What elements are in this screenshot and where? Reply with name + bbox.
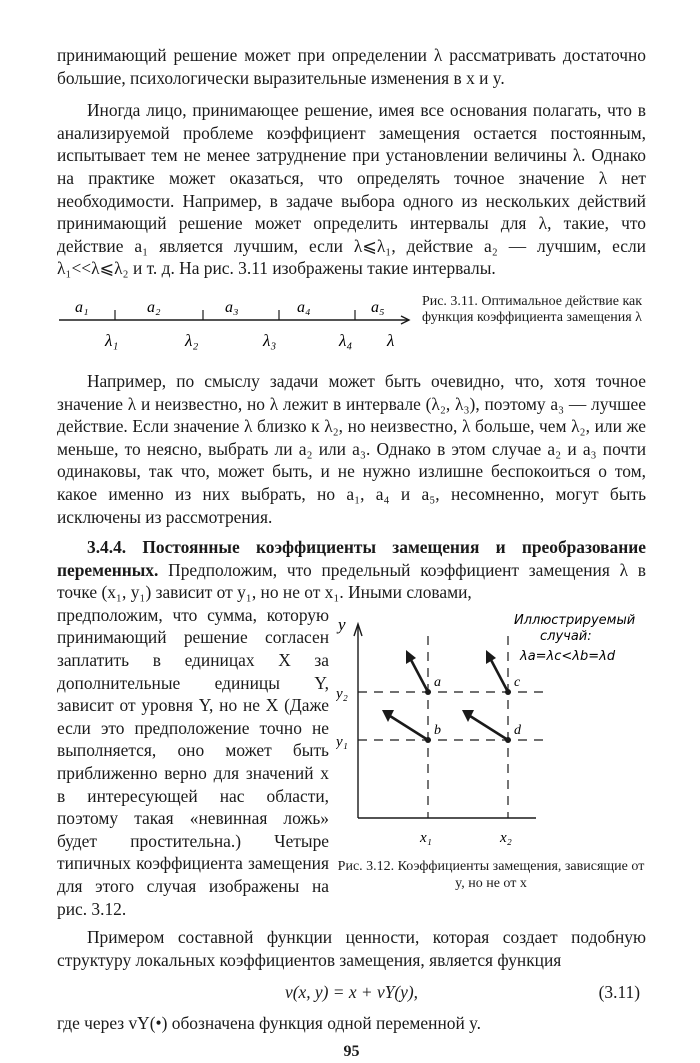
vector-c bbox=[486, 650, 508, 692]
paragraph-2: Иногда лицо, принимающее решение, имея все основания полагать, что в анализируемой проблеме коэффициент замещения остается постоянным, испытывает тем не менее затруднение при установлении величины λ. Однако на практике может оказаться, что определять точное значение λ нет необходимости. Например, в задаче выбора одного из нескольких действий принимающий решение может определить интервалы для λ, такие, что действие a₁ является лучшим, если λ⩽λ₁, действие a₂ — лучшим, если λ₁<<λ⩽λ₂ и т. д. На рис. 3.11 изображены такие интервалы. bbox=[57, 100, 646, 279]
label-a: a bbox=[434, 674, 441, 690]
paragraph-1: принимающий решение может при определении λ рассматривать достаточно большие, психологически выразительные изменения в x и y. bbox=[57, 45, 646, 88]
page-body bbox=[57, 44, 646, 1063]
vector-a bbox=[406, 650, 428, 692]
formula-text: v(x, y) = x + vY(y), bbox=[284, 982, 419, 1003]
figure-3-11 bbox=[57, 292, 646, 360]
figure-3-11-diagram bbox=[57, 292, 417, 360]
figure-3-12-caption: Рис. 3.12. Коэффициенты замещения, зависящие от y, но не от x bbox=[337, 858, 645, 891]
vector-d bbox=[462, 710, 508, 740]
action-a5: a₅ bbox=[371, 298, 385, 316]
paragraph-4-intro-text: Предположим, что предельный коэффициент замещения λ в точке (x₁, y₁) зависит от y₁, но не от x₁. Иными словами, bbox=[57, 559, 646, 603]
formula-3-11 bbox=[57, 981, 646, 1004]
action-a2: a₂ bbox=[147, 298, 161, 316]
y-tick-y1: y₁ bbox=[336, 733, 348, 750]
figure-3-12-diagram bbox=[336, 606, 646, 856]
label-d: d bbox=[514, 722, 521, 738]
point-b bbox=[425, 737, 431, 743]
x-tick-x2: x₂ bbox=[500, 829, 512, 846]
y-axis-label: y bbox=[338, 614, 346, 634]
section-heading: 3.4.4. Постоянные коэффициенты замещения и преобразование переменных. bbox=[57, 537, 646, 580]
threshold-lambda3: λ₃ bbox=[263, 330, 277, 350]
action-a3: a₃ bbox=[225, 298, 239, 316]
paragraph-6: где через vY(•) обозначена функция одной переменной y. bbox=[57, 1012, 482, 1033]
threshold-lambda4: λ₄ bbox=[339, 330, 353, 350]
paragraph-4-intro bbox=[57, 536, 646, 604]
threshold-lambda1: λ₁ bbox=[105, 330, 119, 350]
point-c bbox=[505, 689, 511, 695]
annotation-line-1: Иллюстрируемый bbox=[514, 612, 636, 628]
formula-number: (3.11) bbox=[598, 982, 640, 1003]
point-d bbox=[505, 737, 511, 743]
label-b: b bbox=[434, 722, 441, 738]
x-tick-x1: x₁ bbox=[420, 829, 432, 846]
paragraph-4-wrapped: предположим, что сумма, которую принимающий решение согласен заплатить в единицах X за дополнительные единицы Y, зависит от уровня Y, но не X (Даже если это предположение точно не выполняется, оно может быть приближенно верно для значений x в интересующей нас области, поэтому такая «невинная ложь» будет простительна.) Четыре типичных коэффициента замещения для этого случая изображены на рис. 3.12. bbox=[57, 604, 329, 919]
annotation-line-2: случай: bbox=[540, 628, 592, 644]
figure-3-11-caption: Рис. 3.11. Оптимальное действие как функция коэффициента замещения λ bbox=[421, 293, 643, 325]
paragraph-3: Например, по смыслу задачи может быть очевидно, что, хотя точное значение λ и неизвестно, но λ лежит в интервале (λ₂, λ₃), поэтому a₃ — лучшее действие. Если значение λ близко к λ₂, но неизвестно, λ больше, чем λ₂, или же меньше, то неясно, выбрать ли a₂ или a₃. Однако в этом случае a₂ и a₃ почти одинаковы, так что, может быть, и не нужно излишне беспокоиться о том, какое именно из них выбрать, но a₁, a₄ и a₅, несомненно, могут быть исключены из рассмотрения. bbox=[57, 370, 646, 527]
y-tick-y2: y₂ bbox=[336, 685, 348, 702]
figure-3-12 bbox=[336, 606, 646, 898]
threshold-lambda2: λ₂ bbox=[185, 330, 199, 350]
axis-label-lambda: λ bbox=[387, 330, 395, 350]
action-a1: a₁ bbox=[75, 298, 89, 316]
point-a bbox=[425, 689, 431, 695]
action-a4: a₄ bbox=[297, 298, 311, 316]
page-number: 95 bbox=[343, 1042, 360, 1060]
annotation-line-3: λa=λc<λb=λd bbox=[520, 648, 616, 664]
vector-b bbox=[382, 710, 428, 740]
label-c: c bbox=[514, 674, 521, 690]
paragraph-5: Примером составной функции ценности, которая создает подобную структуру локальных коэффициентов замещения, является функция bbox=[57, 927, 646, 970]
